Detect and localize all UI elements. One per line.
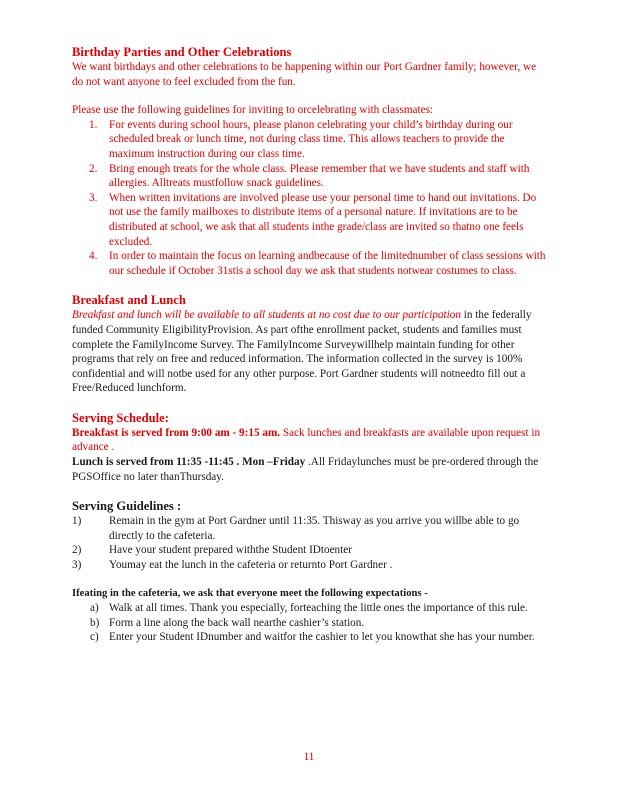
page-content [72, 44, 550, 645]
list-item [72, 543, 550, 558]
breakfast-body-text: in the federally funded Community EligibilityProvision. As part ofthe enrollment packet, students and families must complete the FamilyIncome Survey. The FamilyIncome Surveywillhelp maintain funding for other programs that rely on free and reduced information. The information collected in the survey is 100% confidential and will notbe used for any other purpose. Port Gardner students will notneedto fill out a Free/Reduced lunchform. [72, 309, 532, 395]
list-item [72, 616, 550, 631]
serving-schedule-heading: Serving Schedule: [72, 410, 169, 425]
guidelines-intro: Please use the following guidelines for inviting to orcelebrating with classmates: [72, 104, 434, 117]
list-item [72, 249, 550, 278]
list-item [72, 191, 550, 249]
breakfast-body [72, 308, 550, 396]
list-item-text: Remain in the gym at Port Gardner until 11:35. Thisway as you arrive you willbe able to go directly to the cafeteria. [109, 515, 520, 542]
serving-guidelines-heading: Serving Guidelines : [72, 499, 182, 514]
list-item-text: For events during school hours, please planon celebrating your child’s birthday during our scheduled break or lunch time, not during class time. This allows teachers to provide the maximum instruction during our class time. [109, 118, 513, 160]
list-item-text: Enter your Student IDnumber and waitfor the cashier to let you knowthat she has your number. [109, 631, 535, 644]
list-item-text: Form a line along the back wall nearthe cashier’s station. [109, 616, 365, 629]
serving-guidelines-list [72, 514, 550, 572]
page-number: 11 [303, 751, 315, 763]
list-letter: c) [90, 631, 99, 644]
list-number: 2) [72, 544, 82, 557]
list-letter: a) [90, 602, 99, 615]
list-item [72, 601, 550, 616]
birthday-heading: Birthday Parties and Other Celebrations [72, 45, 292, 59]
birthday-guidelines-list [72, 118, 550, 279]
breakfast-schedule [72, 426, 550, 455]
list-number: 4. [89, 250, 98, 263]
list-number: 1) [72, 515, 82, 528]
breakfast-schedule-text: Sack lunches and breakfasts are available upon request in advance . [72, 426, 541, 454]
list-item-text: When written invitations are involved please use your personal time to hand out invitations. Do not use the family mailboxes to distribute items of a personal nature. If invitations are to be distributed at school, we ask that all students inthe grade/class are invited so thatno one feels excluded. [109, 191, 537, 248]
list-item-text: Have your student prepared withthe Student IDtoenter [109, 544, 352, 557]
list-number: 3. [89, 191, 98, 204]
lunch-schedule [72, 455, 550, 484]
list-letter: b) [90, 616, 100, 629]
list-number: 2. [89, 162, 98, 175]
list-item [72, 514, 550, 543]
list-item-text: Walk at all times. Thank you especially, forteaching the little ones the importance of this rule. [109, 602, 528, 615]
list-item-text: Bring enough treats for the whole class. Please remember that we have students and staff with allergies. Alltreats mustfollow snack guidelines. [109, 162, 530, 190]
lunch-time: Lunch is served from 11:35 -11:45 . Mon –Friday [72, 456, 306, 469]
list-item [72, 558, 550, 573]
list-item [72, 162, 550, 191]
list-item-text: In order to maintain the focus on learning andbecause of the limitednumber of class sessions with our schedule if October 31stis a school day we ask that students notwear costumes to class. [109, 250, 546, 277]
list-item [72, 630, 550, 645]
breakfast-heading: Breakfast and Lunch [72, 293, 186, 308]
list-item [72, 118, 550, 162]
list-number: 3) [72, 559, 82, 572]
cafeteria-expectations-list [72, 601, 550, 645]
lunch-schedule-text: .All Fridaylunches must be pre-ordered through the PGSOffice no later thanThursday. [72, 456, 539, 483]
list-item-text: Youmay eat the lunch in the cafeteria or returnto Port Gardner . [109, 559, 393, 572]
list-number: 1. [89, 118, 98, 131]
breakfast-time: Breakfast is served from 9:00 am - 9:15 am. [72, 426, 281, 439]
cafeteria-expectations-intro: Ifeating in the cafeteria, we ask that everyone meet the following expectations - [72, 587, 428, 599]
birthday-intro: We want birthdays and other celebrations to be happening within our Port Gardner family; however, we do not want anyone to feel excluded from the fun. [72, 61, 537, 88]
breakfast-italic-lead: Breakfast and lunch will be available to all students at no cost due to our participation [72, 309, 461, 322]
